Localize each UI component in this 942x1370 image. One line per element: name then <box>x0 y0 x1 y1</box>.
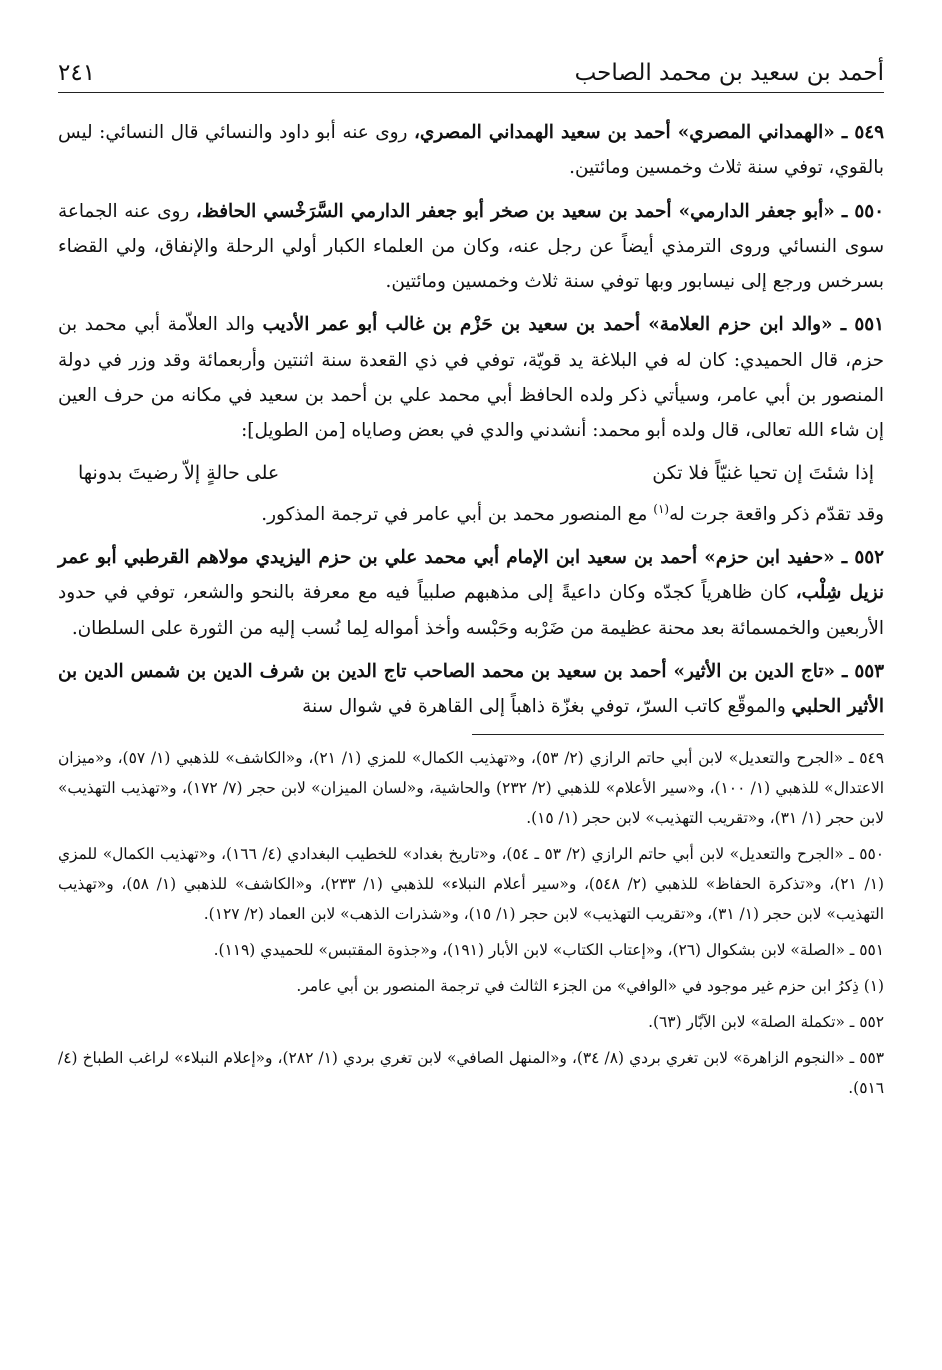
running-title: أحمد بن سعيد بن محمد الصاحب <box>574 60 884 86</box>
entry-body: روى عنه أبو داود والنسائي قال النسائي: ليس بالقوي، توفي سنة ثلاث وخمسين ومائتين. <box>58 122 884 179</box>
entry-heading: ٥٥٠ ـ «أبو جعفر الدارمي» أحمد بن سعيد بن صخر أبو جعفر الدارمي السَّرَخْسي الحافظ، <box>195 200 884 222</box>
entry-553 <box>58 654 884 725</box>
verse-hemistich-second: على حالةٍ إلاّ رضيتَ بدونها <box>78 461 280 484</box>
footnote-549: ٥٤٩ ـ «الجرح والتعديل» لابن أبي حاتم الرازي (٢/ ٥٣)، و«تهذيب الكمال» للمزي (١/ ٢١)، و«الكاشف» للذهبي (١/ ٥٧)، و«ميزان الاعتدال» للذهبي (١/ ١٠٠)، و«سير الأعلام» للذهبي (٢/ ٢٣٢) والحاشية، و«لسان الميزان» لابن حجر (٧/ ١٧٢)، و«تهذيب التهذيب» لابن حجر (١/ ٣١)، و«تقريب التهذيب» لابن حجر (١/ ١٥). <box>58 749 885 828</box>
entry-body: روى عنه الجماعة سوى النسائي وروى الترمذي أيضاً عن رجل عنه، وكان من العلماء الكبار أولي الرحلة والإنفاق، ولي القضاء بسرخس ورجع إلى نيسابور وبها توفي سنة ثلاث وخمسين ومائتين. <box>58 200 884 293</box>
book-page <box>58 52 884 1109</box>
footnote-552: ٥٥٢ ـ «تكملة الصلة» لابن الآبّار (٦٣). <box>648 1013 884 1032</box>
footnote-separator <box>472 734 884 735</box>
entry-body: كان ظاهرياً كجدّه وكان داعيةً إلى مذهبهم صلبياً فيه مع معرفة بالنحو والشعر، توفي في حدود الأربعين والخمسمائة بعد محنة عظيمة من ضَرْبه وحَبْسه وأخذ أمواله لِما نُسب إليه من الثورة على السلطان. <box>58 582 884 639</box>
footnote-1: (١) ذِكرُ ابن حزم غير موجود في «الوافي» من الجزء الثالث في ترجمة المنصور بن أبي عامر. <box>296 977 884 996</box>
main-text <box>58 115 884 724</box>
footnote-553: ٥٥٣ ـ «النجوم الزاهرة» لابن تغري بردي (٨/ ٣٤)، و«المنهل الصافي» لابن تغري بردي (١/ ٢٨٢)، و«إعلام النبلاء» لراغب الطباخ (٤/ ٥١٦). <box>58 1049 885 1098</box>
continuation-text: وقد تقدّم ذكر واقعة جرت له <box>669 503 884 525</box>
entry-551 <box>58 307 884 448</box>
footnote-marker: (١) <box>653 501 670 516</box>
page-header <box>58 52 884 93</box>
verse-hemistich-first: إذا شئتَ إن تحيا غنيّاً فلا تكن <box>652 461 874 484</box>
entry-heading: ٥٤٩ ـ «الهمداني المصري» أحمد بن سعيد الهمداني المصري، <box>414 122 884 143</box>
entry-body: والموقّع كاتب السرّ، توفي بغزّة ذاهباً إلى القاهرة في شوال سنة <box>302 696 792 718</box>
page-number: ٢٤١ <box>58 60 96 86</box>
footnote-551: ٥٥١ ـ «الصلة» لابن بشكوال (٢٦)، و«إعتاب الكتاب» لابن الأبار (١٩١)، و«جذوة المقتبس» للحميدي (١١٩). <box>213 941 884 960</box>
footnotes <box>58 743 884 1103</box>
entry-549 <box>58 115 884 186</box>
entry-551-continuation <box>58 497 884 532</box>
entry-body: والد العلاّمة أبي محمد بن حزم، قال الحميدي: كان له في البلاغة يد قويّة، توفي في ذي القعدة سنة اثنتين وأربعمائة وقد وزر في دولة المنصور بن أبي عامر، وسيأتي ذكر ولده الحافظ أبي محمد علي بن أحمد بن سعيد في مكانه من حرف العين إن شاء الله تعالى، قال ولده أبو محمد: أنشدني والدي في بعض وصاياه [من الطويل]: <box>58 314 884 442</box>
entry-550 <box>58 194 884 300</box>
entry-heading: ٥٥٢ ـ «حفيد ابن حزم» أحمد بن سعيد ابن الإمام أبي محمد علي بن حزم اليزيدي مولاهم القرطبي أبو عمر نزيل شِلْب، <box>58 546 884 604</box>
footnote-550: ٥٥٠ ـ «الجرح والتعديل» لابن أبي حاتم الرازي (٢/ ٥٣ ـ ٥٤)، و«تاريخ بغداد» للخطيب البغدادي (٤/ ١٦٦)، و«تهذيب الكمال» للمزي (١/ ٢١)، و«تذكرة الحفاظ» للذهبي (٢/ ٥٤٨)، و«سير أعلام النبلاء» للذهبي (١/ ٢٣٣)، و«الكاشف» للذهبي (١/ ٥٨)، و«تهذيب التهذيب» لابن حجر (١/ ٣١)، و«تقريب التهذيب» لابن حجر (١/ ١٥)، و«شذرات الذهب» لابن العماد (٢/ ١٢٧). <box>58 845 885 924</box>
entry-heading: ٥٥٣ ـ «تاج الدين بن الأثير» أحمد بن سعيد بن محمد الصاحب تاج الدين بن شرف الدين بن شمس الدين بن الأثير الحلبي <box>58 660 884 718</box>
poem-verse <box>58 449 884 497</box>
entry-heading: ٥٥١ ـ «والد ابن حزم العلامة» أحمد بن سعيد بن حَزْم بن غالب أبو عمر الأديب <box>262 314 884 336</box>
entry-552 <box>58 540 884 646</box>
continuation-text: مع المنصور محمد بن أبي عامر في ترجمة المذكور. <box>261 503 654 525</box>
